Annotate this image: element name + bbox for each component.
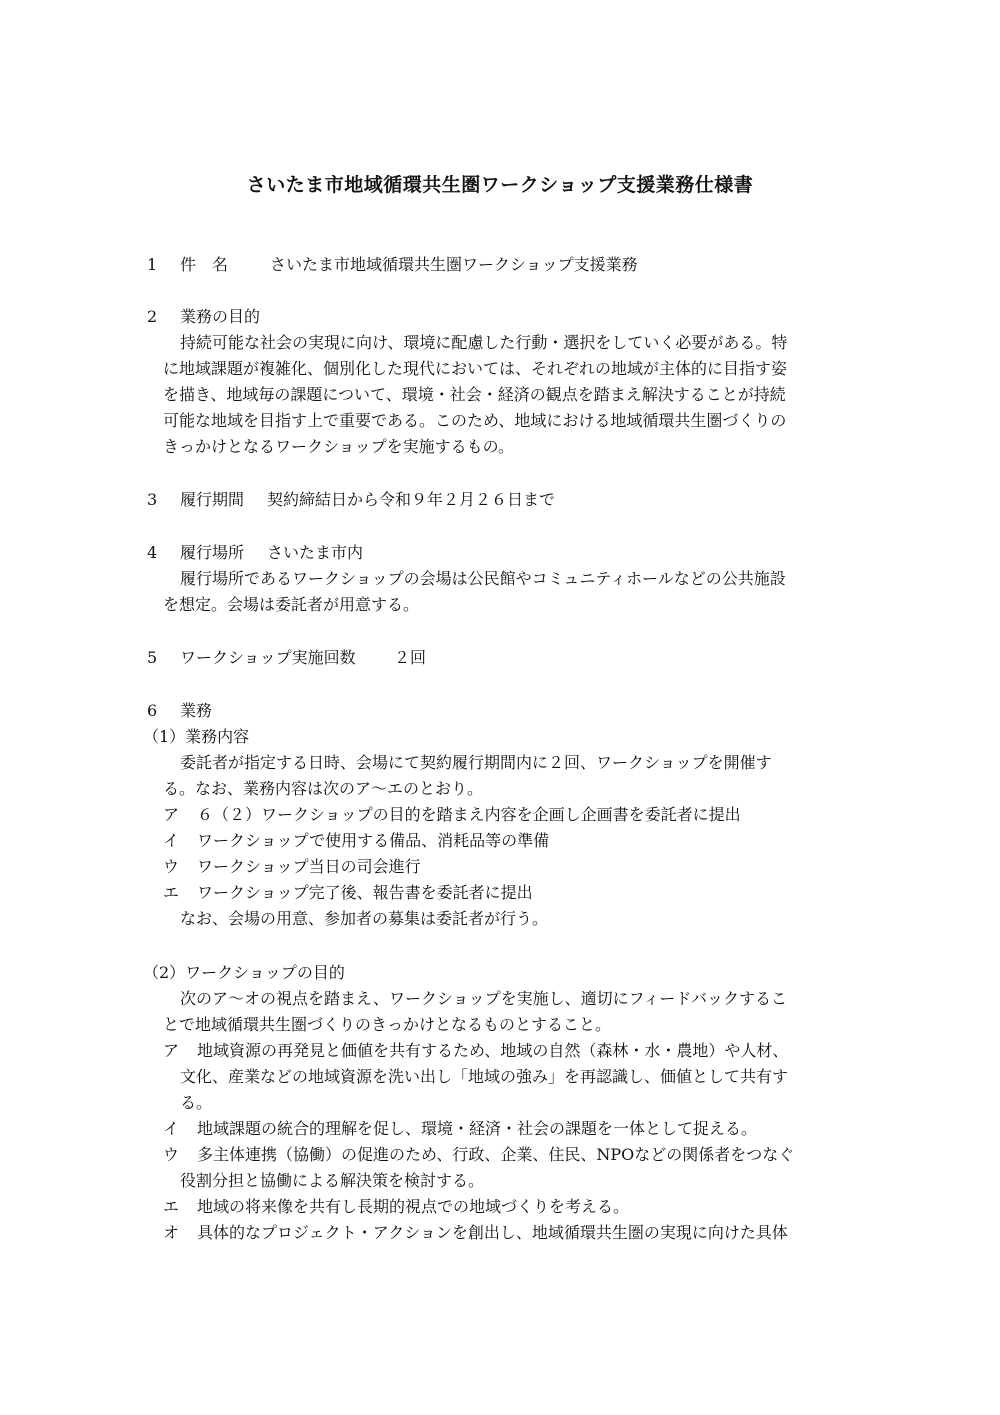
section-1-label: 件 名 (180, 255, 229, 274)
list-item-mark: エ (163, 1197, 180, 1216)
subsection-1-heading: （1）業務内容 (143, 727, 250, 746)
section-2-heading: 業務の目的 (180, 307, 261, 326)
list-item-text: 地域の将来像を共有し長期的視点での地域づくりを考える。 (197, 1197, 630, 1216)
subsection-2-paragraph-line: 次のア～オの視点を踏まえ、ワークショップを実施し、適切にフィードバックするこ (180, 989, 788, 1008)
list-item-mark: イ (163, 831, 180, 850)
section-4-heading: 履行場所 (180, 543, 245, 562)
subsection-2-heading: （2）ワークショップの目的 (143, 963, 345, 982)
section-2-number: 2 (147, 307, 158, 326)
section-3-number: 3 (147, 490, 158, 509)
list-item-text: ワークショップ当日の司会進行 (197, 857, 421, 876)
section-1-number: 1 (147, 255, 158, 274)
subsection-1-note: なお、会場の用意、参加者の募集は委託者が行う。 (180, 909, 549, 928)
section-4-number: 4 (147, 543, 158, 562)
list-item-text: 具体的なプロジェクト・アクションを創出し、地域循環共生圏の実現に向けた具体 (197, 1223, 788, 1242)
list-item-text: 地域課題の統合的理解を促し、環境・経済・社会の課題を一体として捉える。 (197, 1119, 758, 1138)
section-2-paragraph-line: に地域課題が複雑化、個別化した現代においては、それぞれの地域が主体的に目指す姿 (163, 359, 788, 378)
list-item-mark: ウ (163, 1145, 180, 1164)
section-2-paragraph-line: きっかけとなるワークショップを実施するもの。 (163, 437, 515, 456)
section-5-heading: ワークショップ実施回数 (180, 648, 356, 667)
list-item-text: 多主体連携（協働）の促進のため、行政、企業、住民、NPOなどの関係者をつなぐ (197, 1145, 795, 1164)
section-5-value: ２回 (394, 648, 427, 667)
list-item-text: る。 (180, 1093, 213, 1112)
list-item-mark: ア (163, 1041, 180, 1060)
list-item-text: 文化、産業などの地域資源を洗い出し「地域の強み」を再認識し、価値として共有す (180, 1067, 789, 1086)
list-item-mark: ア (163, 805, 180, 824)
subsection-1-paragraph-line: 委託者が指定する日時、会場にて契約履行期間内に２回、ワークショップを開催す (180, 753, 772, 772)
section-2-paragraph-line: を描き、地域毎の課題について、環境・社会・経済の観点を踏まえ解決することが持続 (163, 385, 786, 404)
section-4-paragraph-line: を想定。会場は委託者が用意する。 (163, 595, 420, 614)
list-item-text: ワークショップ完了後、報告書を委託者に提出 (197, 883, 533, 902)
section-2-paragraph-line: 可能な地域を目指す上で重要である。このため、地域における地域循環共生圏づくりの (163, 411, 787, 430)
list-item-text: ワークショップで使用する備品、消耗品等の準備 (197, 831, 550, 850)
document-title: さいたま市地域循環共生圏ワークショップ支援業務仕様書 (246, 174, 754, 196)
section-3-value: 契約締結日から令和９年２月２６日まで (267, 490, 556, 509)
list-item-text: 役割分担と協働による解決策を検討する。 (180, 1171, 485, 1190)
subsection-2-paragraph-line: とで地域循環共生圏づくりのきっかけとなるものとすること。 (163, 1015, 612, 1034)
section-5-number: 5 (147, 648, 158, 667)
section-4-paragraph-line: 履行場所であるワークショップの会場は公民館やコミュニティホールなどの公共施設 (180, 569, 786, 588)
list-item-text: 地域資源の再発見と価値を共有するため、地域の自然（森林・水・農地）や人材、 (197, 1041, 789, 1060)
section-1-value: さいたま市地域循環共生圏ワークショップ支援業務 (270, 255, 638, 274)
list-item-mark: オ (163, 1223, 180, 1242)
list-item-mark: ウ (163, 857, 180, 876)
list-item-mark: イ (163, 1119, 180, 1138)
section-2-paragraph-line: 持続可能な社会の実現に向け、環境に配慮した行動・選択をしていく必要がある。特 (180, 333, 788, 352)
section-6-number: 6 (147, 701, 158, 720)
section-4-value: さいたま市内 (267, 543, 364, 562)
list-item-text: ６（２）ワークショップの目的を踏まえ内容を企画し企画書を委託者に提出 (197, 805, 741, 824)
subsection-1-paragraph-line: る。なお、業務内容は次のア～エのとおり。 (163, 779, 484, 798)
section-3-heading: 履行期間 (180, 490, 245, 509)
section-6-heading: 業務 (180, 701, 213, 720)
list-item-mark: エ (163, 883, 180, 902)
